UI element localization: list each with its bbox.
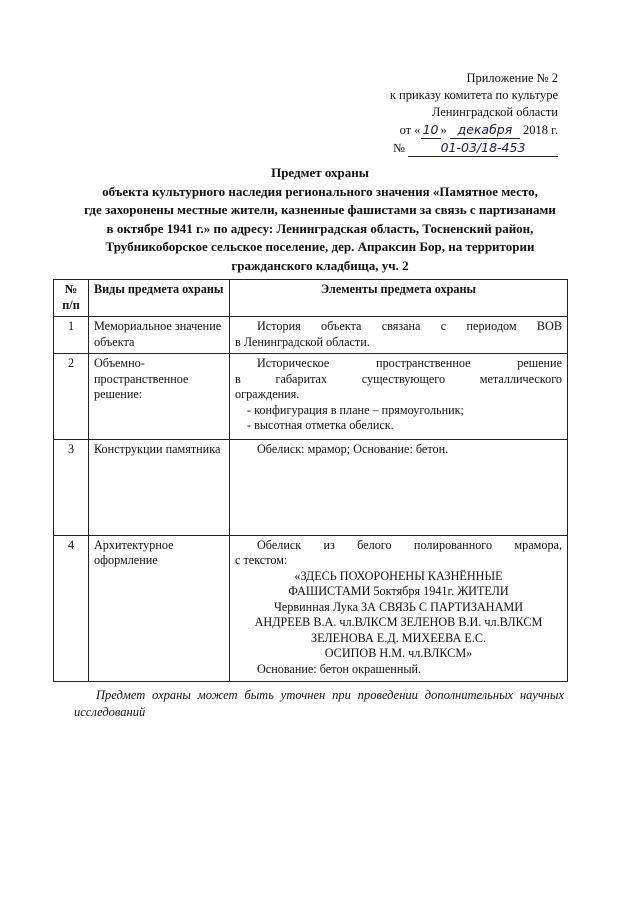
element-line: Обелиск: мрамор; Основание: бетон. (257, 441, 449, 456)
row-elements (230, 439, 568, 535)
date-month: декабря (450, 121, 520, 139)
table-row (54, 535, 568, 682)
element-line: Обелиск из белого полированного мрамора, (257, 537, 562, 552)
appendix-block (298, 70, 558, 157)
inscription-line: АНДРЕЕВ В.А. чл.ВЛКСМ ЗЕЛЕНОВ В.И. чл.ВЛКСМ (254, 615, 543, 629)
header-type: Виды предмета охраны (89, 280, 230, 317)
row-number: 4 (54, 535, 89, 682)
title-line-5: Трубникоборское сельское поселение, дер. Апраксин Бор, на территории (105, 239, 535, 254)
row-elements (230, 535, 568, 682)
date-suffix: 2018 г. (523, 123, 558, 137)
header-number-line1: № (64, 282, 78, 296)
list-item: - высотная отметка обелиск. (247, 418, 394, 432)
inscription-line: Червинная Лука ЗА СВЯЗЬ С ПАРТИЗАНАМИ (273, 599, 524, 614)
number-prefix: № (392, 141, 405, 155)
header-elements: Элементы предмета охраны (230, 280, 568, 317)
row-type: Архитектурное оформление (89, 535, 230, 682)
protection-table (53, 279, 568, 682)
element-line: Историческое пространственное решение (257, 356, 562, 370)
table-row (54, 354, 568, 440)
header-number-line2: п/п (62, 297, 80, 312)
element-line: с текстом: (235, 553, 288, 567)
element-line: ограждения. (235, 387, 300, 401)
document-title (52, 164, 588, 275)
row-number: 1 (54, 317, 89, 354)
title-line-1: Предмет охраны (271, 165, 369, 180)
row-elements (230, 317, 568, 354)
inscription-line: ОСИПОВ Н.М. чл.ВЛКСМ» (324, 646, 473, 660)
inscription-line: ЗЕЛЕНОВА Е.Д. МИХЕЕВА Е.С. (310, 630, 486, 645)
row-elements (230, 354, 568, 440)
title-line-4: в октябре 1941 г.» по адресу: Ленинградская область, Тосненский район, (106, 220, 534, 236)
title-line-2: объекта культурного наследия регионального значения «Памятное место, (102, 183, 538, 199)
appendix-date (298, 121, 558, 139)
appendix-number (298, 139, 558, 157)
table-header-row (54, 280, 568, 317)
row-type: Мемориальное значение объекта (89, 317, 230, 354)
element-line: История объекта связана с периодом ВОВ (257, 319, 562, 333)
date-day: 10 (421, 121, 441, 139)
list-item: - конфигурация в плане – прямоугольник; (247, 402, 464, 417)
appendix-region: Ленинградской области (431, 105, 558, 119)
appendix-order: к приказу комитета по культуре (389, 88, 558, 102)
table-row (54, 317, 568, 354)
date-mid: » (440, 123, 447, 137)
number-value: 01-03/18-453 (408, 139, 558, 157)
row-type: Объемно-пространственное решение: (89, 354, 230, 440)
element-line: Основание: бетон окрашенный. (257, 661, 422, 676)
date-prefix: от « (399, 123, 421, 137)
row-number: 3 (54, 439, 89, 535)
inscription-line: «ЗДЕСЬ ПОХОРОНЕНЫ КАЗНЁННЫЕ (294, 568, 503, 583)
row-number: 2 (54, 354, 89, 440)
row-type: Конструкции памятника (89, 439, 230, 535)
title-line-3: где захоронены местные жители, казненные фашистами за связь с партизанами (84, 202, 556, 217)
inscription-line: ФАШИСТАМИ 5октября 1941г. ЖИТЕЛИ (288, 584, 509, 598)
element-line: в Ленинградской области. (235, 334, 370, 349)
element-line: в габаритах существующего металлического (235, 371, 562, 386)
header-number (54, 280, 89, 317)
appendix-title: Приложение № 2 (466, 71, 558, 85)
footnote: Предмет охраны может быть уточнен при проведении дополнительных научных исследований (74, 688, 564, 719)
title-line-6: гражданского кладбища, уч. 2 (231, 257, 409, 273)
table-row (54, 439, 568, 535)
